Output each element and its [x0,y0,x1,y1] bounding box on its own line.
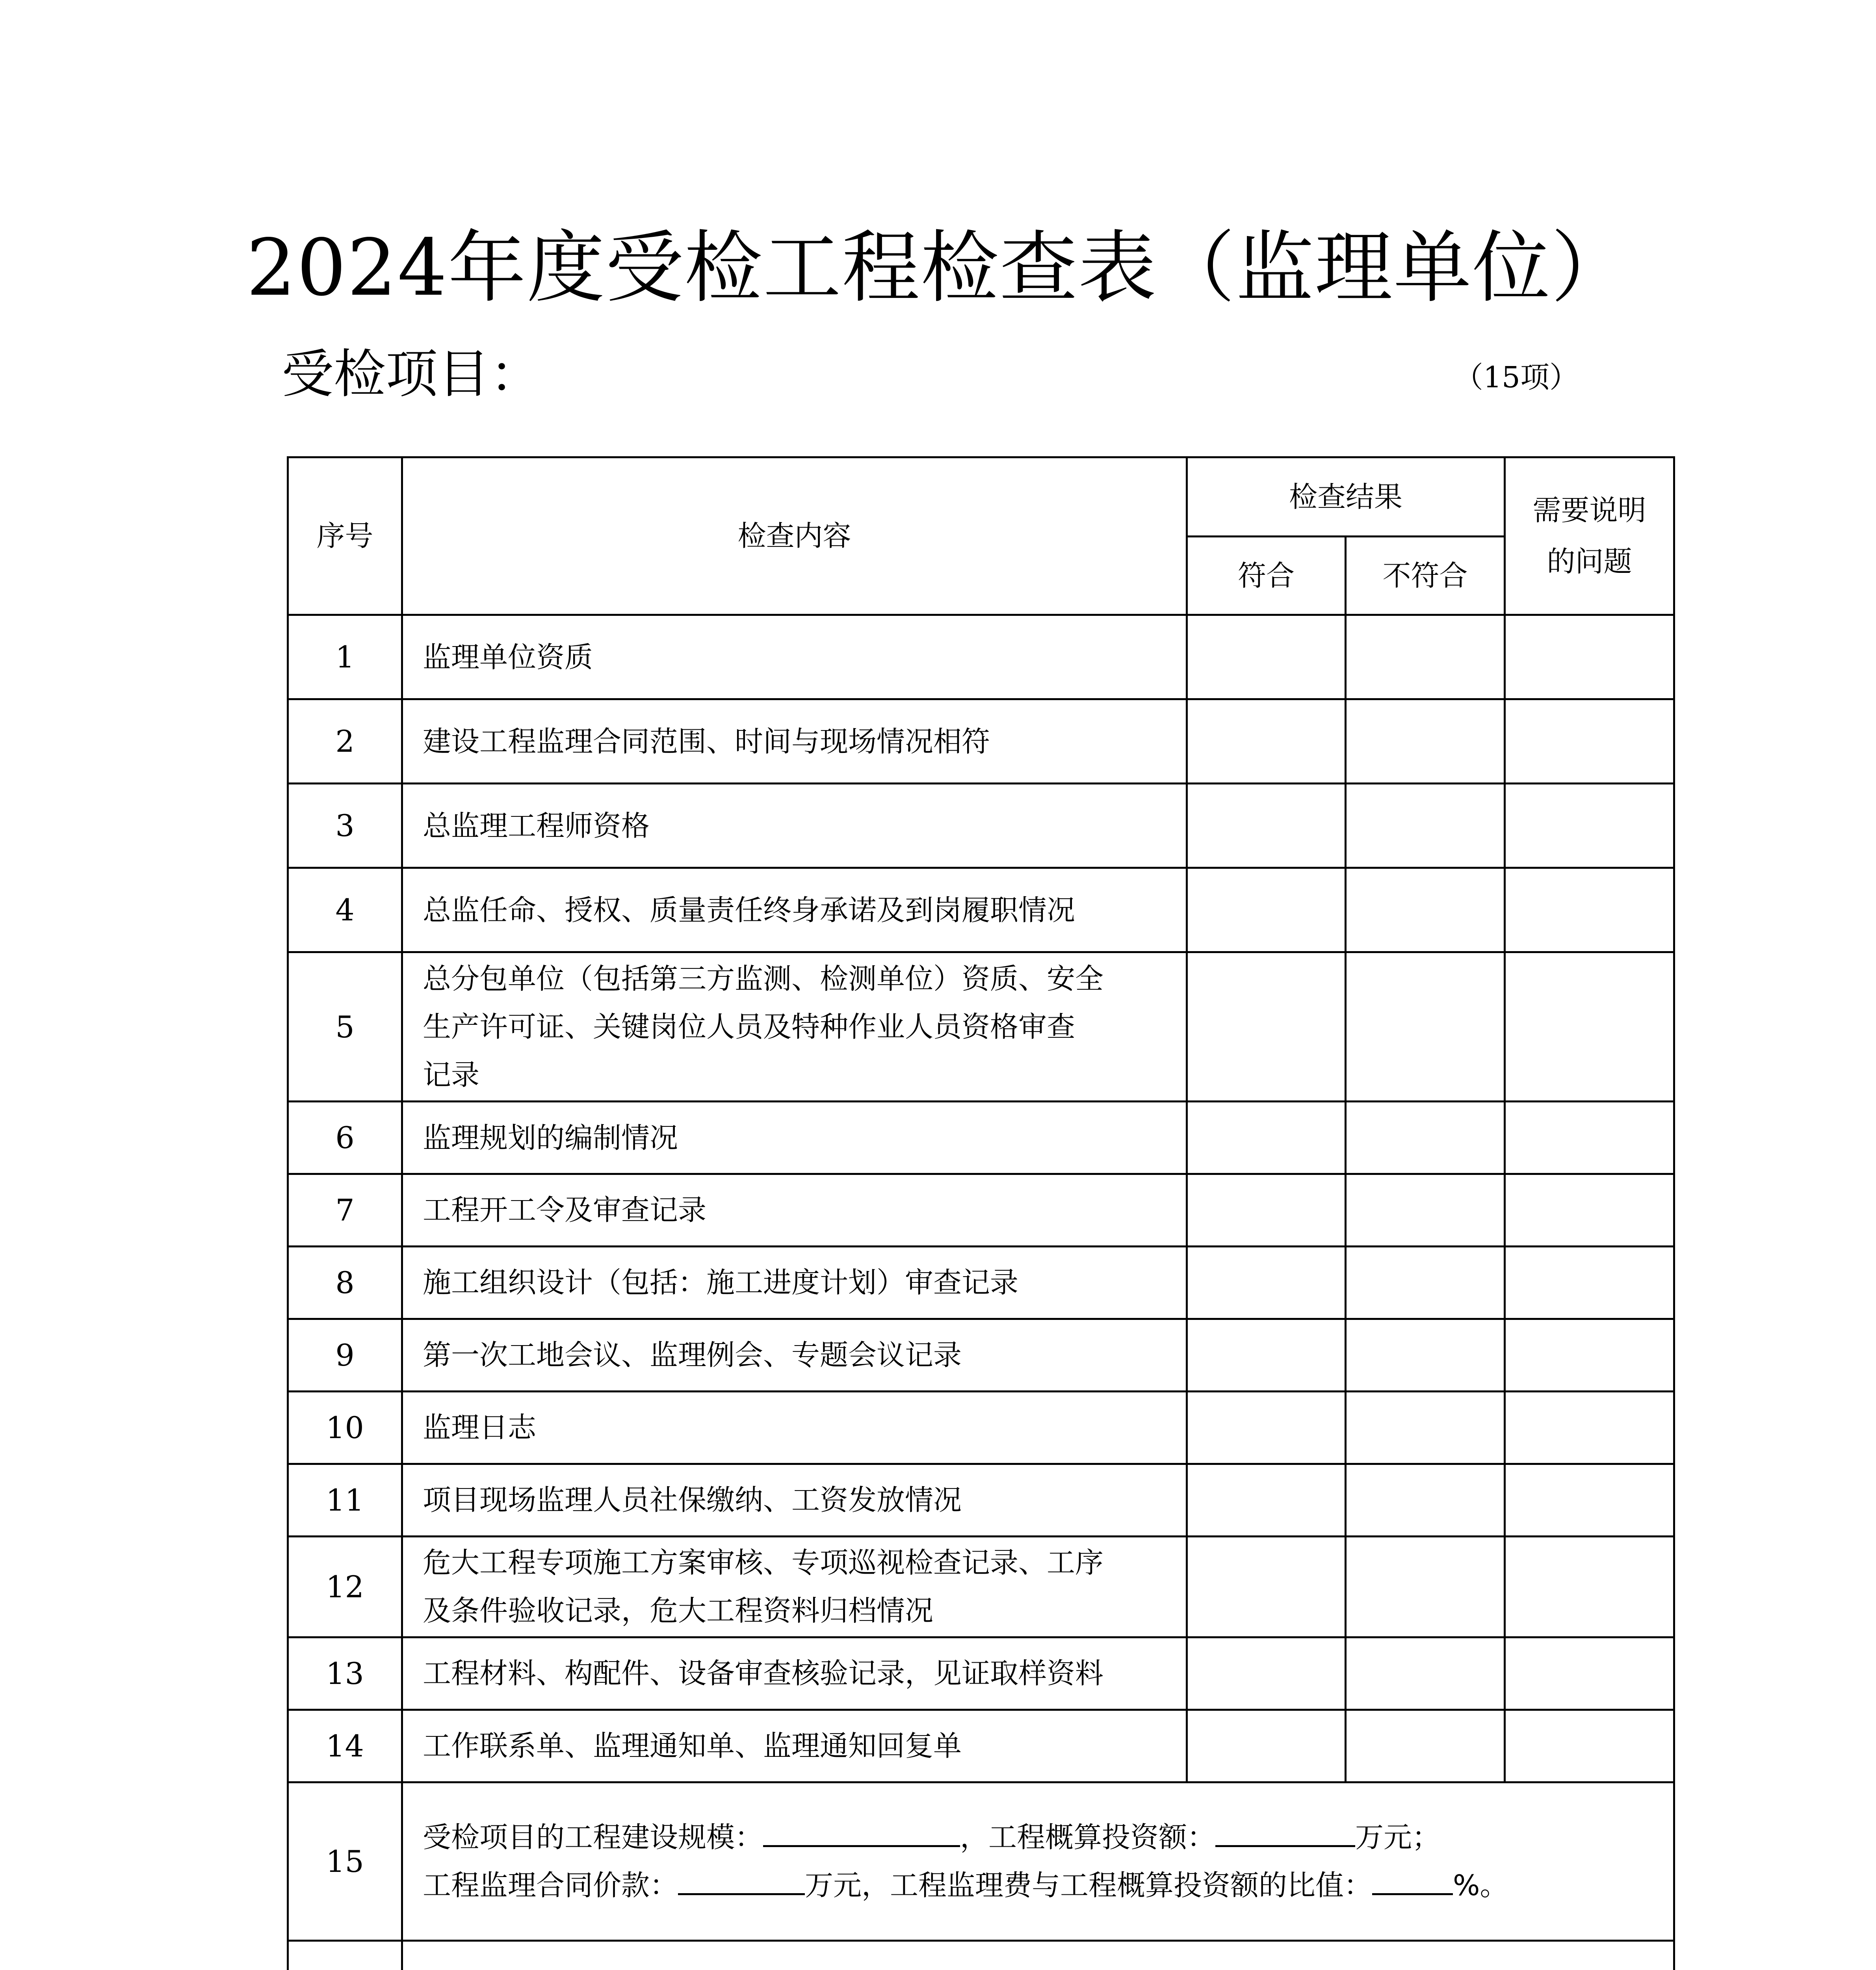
row-seq: 3 [288,784,402,868]
nonconform-cell[interactable] [1346,1637,1505,1710]
table-row [288,1710,1674,1782]
row-content-line: 建设工程监理合同范围、时间与现场情况相符 [423,725,990,758]
header-nonconform: 不符合 [1346,537,1505,615]
table-row-15 [288,1782,1674,1940]
row-content-line: 生产许可证、关键岗位人员及特种作业人员资格审查 [423,1010,1075,1044]
notes-cell[interactable] [1505,952,1674,1102]
nonconform-cell[interactable] [1346,615,1505,699]
table-row [288,699,1674,784]
conform-cell[interactable] [1187,1391,1346,1464]
notes-cell[interactable] [1505,699,1674,784]
row-seq: 6 [288,1102,402,1174]
row-content [402,952,1187,1102]
row-seq: 15 [288,1782,402,1940]
budget-label: ，工程概算投资额： [960,1821,1216,1854]
conform-cell[interactable] [1187,1637,1346,1710]
row-seq: 4 [288,868,402,952]
row-content-line: 项目现场监理人员社保缴纳、工资发放情况 [423,1483,962,1517]
conclusion-cell [402,1940,1674,1970]
ratio-blank[interactable] [1372,1868,1453,1895]
row-content-line: 危大工程专项施工方案审核、专项巡视检查记录、工序 [423,1546,1104,1580]
header-notes [1505,457,1674,615]
row-content [402,1319,1187,1391]
row-content-line: 第一次工地会议、监理例会、专题会议记录 [423,1338,962,1372]
notes-cell[interactable] [1505,868,1674,952]
budget-blank[interactable] [1215,1820,1355,1847]
header-notes-line1: 需要说明 [1532,494,1646,527]
row-seq: 12 [288,1536,402,1637]
notes-cell[interactable] [1505,1710,1674,1782]
conform-cell[interactable] [1187,1710,1346,1782]
row-content-line: 监理单位资质 [423,640,593,674]
project-scale-line2 [423,1861,1673,1909]
row-content [402,1102,1187,1174]
conform-cell[interactable] [1187,1464,1346,1536]
notes-cell[interactable] [1505,1637,1674,1710]
row-content-line: 工作联系单、监理通知单、监理通知回复单 [423,1729,962,1763]
row-seq: 1 [288,615,402,699]
row-content-line: 总监理工程师资格 [423,809,650,842]
contract-price-label: 工程监理合同价款： [423,1869,678,1902]
row-seq: 9 [288,1319,402,1391]
row-content [402,699,1187,784]
conform-cell[interactable] [1187,615,1346,699]
row-content-line: 及条件验收记录，危大工程资料归档情况 [423,1594,934,1628]
row-content [402,868,1187,952]
notes-cell[interactable] [1505,784,1674,868]
row-seq: 14 [288,1710,402,1782]
nonconform-cell[interactable] [1346,1246,1505,1319]
table-row [288,1174,1674,1247]
nonconform-cell[interactable] [1346,868,1505,952]
row-seq: 11 [288,1464,402,1536]
budget-unit: 万元； [1355,1821,1441,1854]
scale-blank[interactable] [763,1820,960,1847]
row-content-line: 工程材料、构配件、设备审查核验记录，见证取样资料 [423,1657,1104,1690]
row-seq: 8 [288,1246,402,1319]
row-seq: 13 [288,1637,402,1710]
table-row [288,1536,1674,1637]
notes-cell[interactable] [1505,1174,1674,1247]
row-content [402,1637,1187,1710]
row-content [402,1174,1187,1247]
ratio-label: 万元，工程监理费与工程概算投资额的比值： [805,1869,1373,1902]
item-count: （15项） [1454,361,1579,394]
table-row [288,1319,1674,1391]
nonconform-cell[interactable] [1346,784,1505,868]
row-content [402,615,1187,699]
header-row [288,457,1674,537]
nonconform-cell[interactable] [1346,1174,1505,1247]
row-content [402,1536,1187,1637]
conform-cell[interactable] [1187,1246,1346,1319]
row-seq: 5 [288,952,402,1102]
contract-price-blank[interactable] [678,1868,805,1895]
header-seq: 序号 [288,457,402,615]
notes-cell[interactable] [1505,1391,1674,1464]
table-row [288,784,1674,868]
notes-cell[interactable] [1505,615,1674,699]
table-row [288,1464,1674,1536]
row-content-line: 总监任命、授权、质量责任终身承诺及到岗履职情况 [423,893,1075,927]
nonconform-cell[interactable] [1346,1536,1505,1637]
conclusion-row [288,1940,1674,1970]
row-seq: 2 [288,699,402,784]
project-scale-cell [402,1782,1674,1940]
document-title: 2024年度受检工程检查表（监理单位） [246,222,1630,313]
table-row [288,615,1674,699]
nonconform-cell[interactable] [1346,1710,1505,1782]
scale-label: 受检项目的工程建设规模： [423,1821,763,1854]
nonconform-cell[interactable] [1346,952,1505,1102]
conform-cell[interactable] [1187,699,1346,784]
table-row [288,868,1674,952]
conform-cell[interactable] [1187,1536,1346,1637]
nonconform-cell[interactable] [1346,1102,1505,1174]
table-row [288,1102,1674,1174]
conform-cell[interactable] [1187,1174,1346,1247]
conform-cell[interactable] [1187,952,1346,1102]
ratio-unit: %。 [1453,1869,1508,1902]
row-content [402,1710,1187,1782]
row-content-line: 记录 [423,1058,480,1092]
notes-cell[interactable] [1505,1102,1674,1174]
project-scale-line1 [423,1813,1673,1861]
row-seq: 7 [288,1174,402,1247]
row-content-line: 施工组织设计（包括：施工进度计划）审查记录 [423,1266,1019,1299]
table-row [288,952,1674,1102]
conform-cell[interactable] [1187,1102,1346,1174]
table-row [288,1391,1674,1464]
header-conform: 符合 [1187,537,1346,615]
subject-label: 受检项目： [282,344,542,405]
header-content: 检查内容 [402,457,1187,615]
conform-cell[interactable] [1187,1319,1346,1391]
row-seq: 10 [288,1391,402,1464]
header-notes-line2: 的问题 [1547,545,1632,578]
row-content [402,1464,1187,1536]
nonconform-cell[interactable] [1346,1391,1505,1464]
notes-cell[interactable] [1505,1246,1674,1319]
row-content [402,1246,1187,1319]
row-content [402,1391,1187,1464]
nonconform-cell[interactable] [1346,1464,1505,1536]
row-content-line: 监理日志 [423,1411,537,1444]
row-content-line: 工程开工令及审查记录 [423,1193,707,1227]
notes-cell[interactable] [1505,1536,1674,1637]
nonconform-cell[interactable] [1346,1319,1505,1391]
notes-cell[interactable] [1505,1319,1674,1391]
table-row [288,1246,1674,1319]
notes-cell[interactable] [1505,1464,1674,1536]
conform-cell[interactable] [1187,784,1346,868]
row-content-line: 总分包单位（包括第三方监测、检测单位）资质、安全 [423,962,1104,996]
conform-cell[interactable] [1187,868,1346,952]
nonconform-cell[interactable] [1346,699,1505,784]
table-row [288,1637,1674,1710]
row-content-line: 监理规划的编制情况 [423,1121,678,1154]
header-result: 检查结果 [1187,457,1505,537]
inspection-table [287,456,1675,1970]
row-content [402,784,1187,868]
conclusion-label [288,1940,402,1970]
